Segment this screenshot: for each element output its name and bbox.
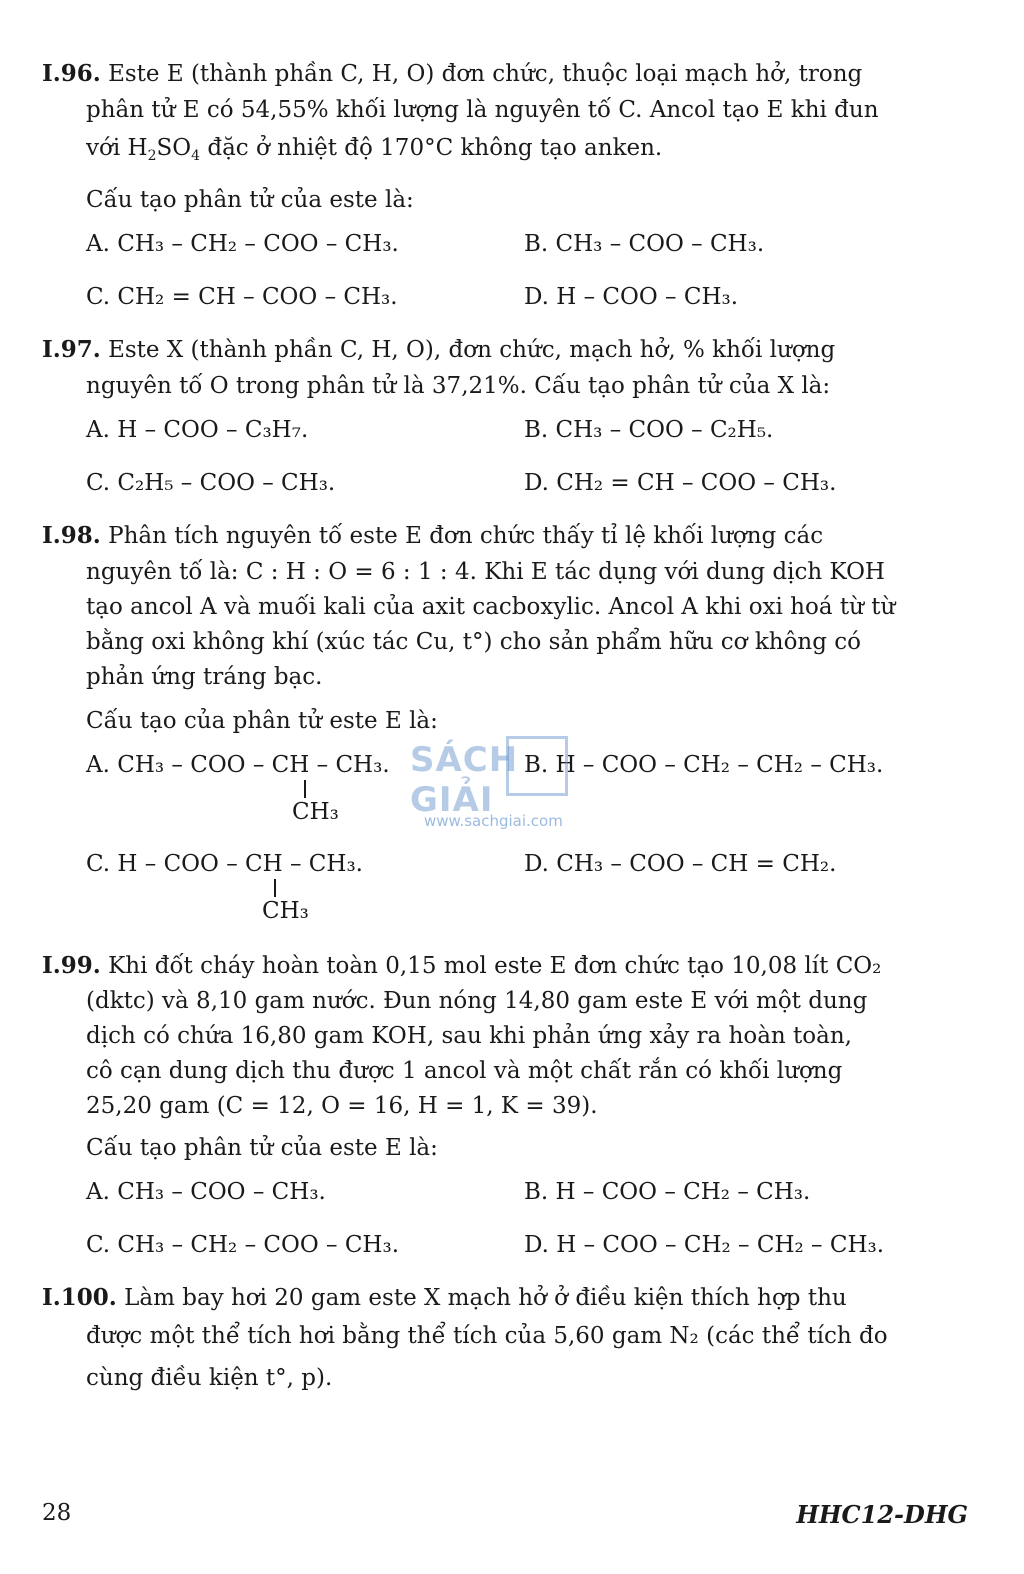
question-99-prompt: Cấu tạo phân tử của este E là:	[86, 1135, 438, 1161]
question-99-line-4: cô cạn dung dịch thu được 1 ancol và một chất rắn có khối lượng	[86, 1058, 843, 1084]
question-96-line-1: I.96. Este E (thành phần C, H, O) đơn chức, thuộc loại mạch hở, trong	[42, 60, 863, 87]
question-96-line-3: với $H_2SO_4$ đặc ở nhiệt độ 170°C không tạo anken.	[86, 135, 663, 164]
question-96-option-b: B. CH₃ – COO – CH₃.	[524, 231, 765, 257]
question-98-option-a-bond	[304, 780, 306, 798]
question-96-line-2: phân tử E có 54,55% khối lượng là nguyên tố C. Ancol tạo E khi đun	[86, 97, 879, 123]
question-99-line-3: dịch có chứa 16,80 gam KOH, sau khi phản ứng xảy ra hoàn toàn,	[86, 1023, 852, 1049]
question-100-number: I.100.	[42, 1284, 117, 1311]
question-97-option-a: A. H – COO – C₃H₇.	[86, 417, 309, 443]
question-97-option-c: C. C₂H₅ – COO – CH₃.	[86, 470, 336, 496]
question-98-line-1: I.98. Phân tích nguyên tố este E đơn chức thấy tỉ lệ khối lượng các	[42, 522, 824, 549]
question-98-option-a: A. CH₃ – COO – CH – CH₃.	[86, 752, 390, 778]
question-99-number: I.99.	[42, 952, 101, 979]
question-98-line-5: phản ứng tráng bạc.	[86, 664, 323, 690]
question-98-line-3: tạo ancol A và muối kali của axit cacboxylic. Ancol A khi oxi hoá từ từ	[86, 594, 896, 620]
question-97-number: I.97.	[42, 336, 101, 363]
page-number: 28	[42, 1500, 72, 1526]
question-98-option-c-bond	[274, 879, 276, 897]
question-98-line-2: nguyên tố là: C : H : O = 6 : 1 : 4. Khi E tác dụng với dung dịch KOH	[86, 559, 885, 585]
question-98-option-c-branch: CH₃	[262, 898, 309, 924]
question-100-line-2: được một thể tích hơi bằng thể tích của 5,60 gam N₂ (các thể tích đo	[86, 1323, 888, 1349]
question-100-line-3: cùng điều kiện t°, p).	[86, 1365, 333, 1391]
question-98-number: I.98.	[42, 522, 101, 549]
question-99-line-2: (dktc) và 8,10 gam nước. Đun nóng 14,80 gam este E với một dung	[86, 988, 868, 1014]
question-98-option-d: D. CH₃ – COO – CH = CH₂.	[524, 851, 837, 877]
question-96-option-d: D. H – COO – CH₃.	[524, 284, 739, 310]
watermark	[410, 740, 610, 830]
question-96-number: I.96.	[42, 60, 101, 87]
question-96-prompt: Cấu tạo phân tử của este là:	[86, 187, 414, 213]
question-99-option-b: B. H – COO – CH₂ – CH₃.	[524, 1179, 811, 1205]
question-98-option-a-branch: CH₃	[292, 799, 339, 825]
watermark-brand: SÁCH GIẢI	[410, 740, 519, 820]
question-100-line-1: I.100. Làm bay hơi 20 gam este X mạch hở ở điều kiện thích hợp thu	[42, 1284, 847, 1311]
question-97-line-2: nguyên tố O trong phân tử là 37,21%. Cấu tạo phân tử của X là:	[86, 373, 831, 399]
question-97-line-1: I.97. Este X (thành phần C, H, O), đơn chức, mạch hở, % khối lượng	[42, 336, 836, 363]
question-96-option-c: C. CH₂ = CH – COO – CH₃.	[86, 284, 398, 310]
question-98-line-4: bằng oxi không khí (xúc tác Cu, t°) cho sản phẩm hữu cơ không có	[86, 629, 861, 655]
question-98-prompt: Cấu tạo của phân tử este E là:	[86, 708, 438, 734]
question-97-option-b: B. CH₃ – COO – C₂H₅.	[524, 417, 774, 443]
question-97-option-d: D. CH₂ = CH – COO – CH₃.	[524, 470, 837, 496]
question-99-option-d: D. H – COO – CH₂ – CH₂ – CH₃.	[524, 1232, 885, 1258]
question-99-option-a: A. CH₃ – COO – CH₃.	[86, 1179, 326, 1205]
watermark-url: www.sachgiai.com	[424, 812, 563, 830]
question-99-option-c: C. CH₃ – CH₂ – COO – CH₃.	[86, 1232, 400, 1258]
question-98-option-b: B. H – COO – CH₂ – CH₂ – CH₃.	[524, 752, 884, 778]
question-98-option-c: C. H – COO – CH – CH₃.	[86, 851, 363, 877]
question-99-line-1: I.99. Khi đốt cháy hoàn toàn 0,15 mol este E đơn chức tạo 10,08 lít CO₂	[42, 952, 882, 979]
question-99-line-5: 25,20 gam (C = 12, O = 16, H = 1, K = 39).	[86, 1093, 598, 1119]
book-code: HHC12-DHG	[796, 1500, 968, 1529]
question-96-option-a: A. CH₃ – CH₂ – COO – CH₃.	[86, 231, 399, 257]
